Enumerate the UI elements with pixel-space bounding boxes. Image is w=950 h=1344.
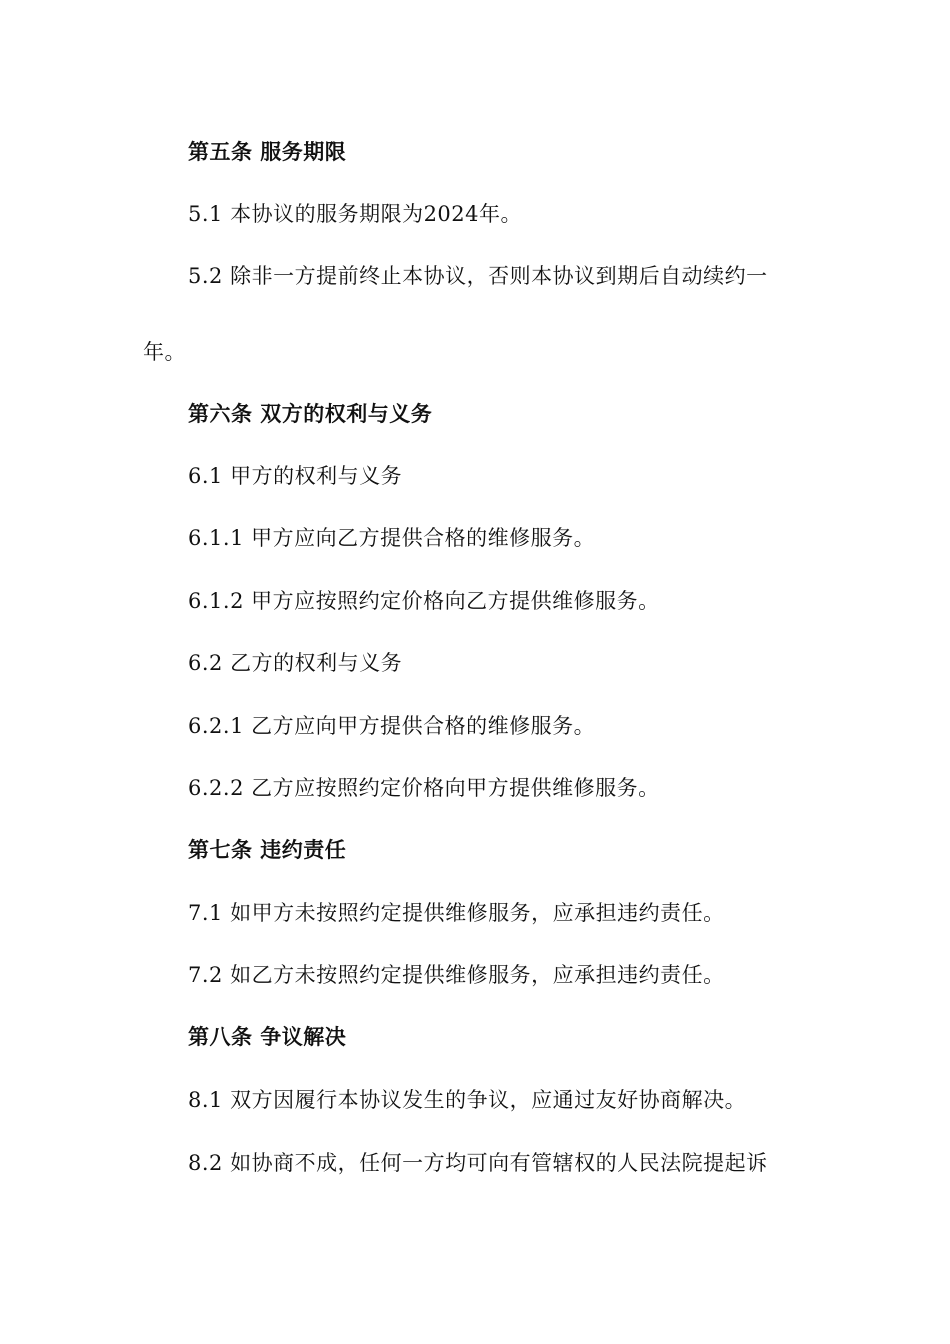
clause-7-2: 7.2 如乙方未按照约定提供维修服务，应承担违约责任。 — [188, 963, 725, 987]
clause-5-1: 5.1 本协议的服务期限为2024年。 — [188, 202, 523, 226]
clause-6-1: 6.1 甲方的权利与义务 — [188, 464, 403, 488]
article-6-heading: 第六条 双方的权利与义务 — [188, 401, 433, 426]
clause-8-1: 8.1 双方因履行本协议发生的争议，应通过友好协商解决。 — [188, 1088, 747, 1112]
clause-7-1: 7.1 如甲方未按照约定提供维修服务，应承担违约责任。 — [188, 901, 725, 925]
article-5-heading: 第五条 服务期限 — [188, 139, 347, 164]
clause-6-2-2: 6.2.2 乙方应按照约定价格向甲方提供维修服务。 — [188, 776, 660, 800]
clause-5-2: 5.2 除非一方提前终止本协议，否则本协议到期后自动续约一 — [188, 264, 768, 288]
article-7-heading: 第七条 违约责任 — [188, 837, 347, 862]
clause-6-1-1: 6.1.1 甲方应向乙方提供合格的维修服务。 — [188, 526, 596, 550]
clause-6-2: 6.2 乙方的权利与义务 — [188, 651, 403, 675]
clause-6-1-2: 6.1.2 甲方应按照约定价格向乙方提供维修服务。 — [188, 589, 660, 613]
clause-5-2-continuation: 年。 — [143, 340, 186, 364]
article-8-heading: 第八条 争议解决 — [188, 1024, 347, 1049]
clause-6-2-1: 6.2.1 乙方应向甲方提供合格的维修服务。 — [188, 714, 596, 738]
clause-8-2: 8.2 如协商不成，任何一方均可向有管辖权的人民法院提起诉 — [188, 1151, 768, 1175]
